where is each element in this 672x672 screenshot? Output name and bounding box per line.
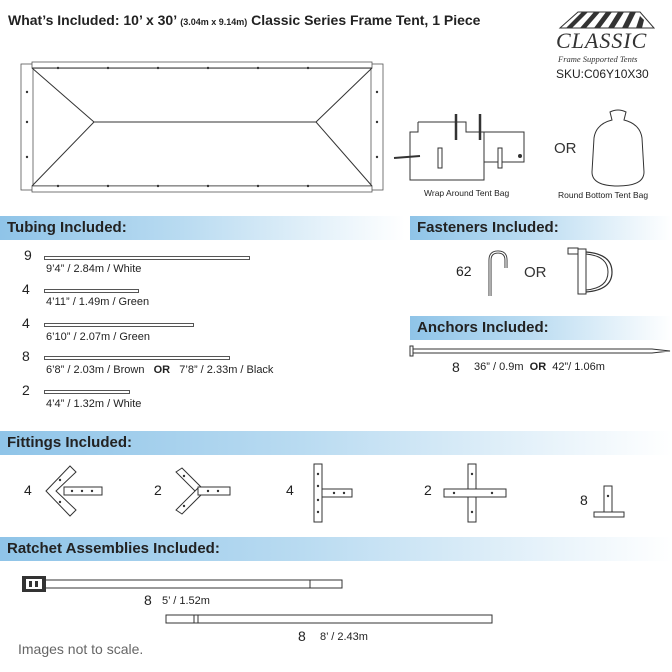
fitting-qty: 2 [154,482,162,498]
tubing-label: 9’4” / 2.84m / White [46,263,142,275]
ratchets-section-header [0,537,672,561]
tubing-qty: 2 [22,382,30,398]
hitch-pin-fastener-icon [566,244,618,296]
ratchet-long-icon [164,613,496,627]
ratchet-short-icon [18,574,346,594]
ratchet-qty: 8 [298,628,306,644]
anchors-heading: Anchors Included: [417,319,549,336]
sku-label: SKU:C06Y10X30 [556,67,649,81]
ratchet-qty: 8 [144,592,152,608]
tent-top-diagram [18,62,386,194]
tubing-label: 4’4” / 1.32m / White [46,398,142,410]
y-fitting-icon [172,466,232,516]
t-fitting-icon [308,462,354,524]
tube-bar [44,256,250,260]
title-main: What’s Included: 10’ x 30’ [8,12,177,28]
ratchets-heading: Ratchet Assemblies Included: [7,540,220,557]
title-rest: Classic Series Frame Tent, 1 Piece [251,12,481,28]
anchors-or: OR [529,361,547,373]
tubing-heading: Tubing Included: [7,219,127,236]
fasteners-qty: 62 [456,263,472,279]
fasteners-or-text: OR [524,264,547,281]
anchors-label-42: 42”/ 1.06m [552,361,605,373]
fasteners-heading: Fasteners Included: [417,219,559,236]
anchors-label-36: 36” / 0.9m [474,361,524,373]
corner-fitting-icon [44,462,104,520]
tubing-label [46,364,273,376]
tubing-label: 4’11” / 1.49m / Green [46,296,150,308]
anchor-stake-icon [408,344,672,358]
page-title [8,12,480,28]
fitting-qty: 2 [424,482,432,498]
fittings-section-header [0,431,672,455]
anchors-qty: 8 [452,359,460,375]
anchors-label [474,361,605,373]
fitting-qty: 4 [286,482,294,498]
ratchet-label: 8’ / 2.43m [320,631,368,643]
fittings-heading: Fittings Included: [7,434,132,451]
wrap-around-bag-icon [392,110,532,184]
tubing-label-black: 7’8” / 2.33m / Black [179,364,274,376]
fitting-qty: 4 [24,482,32,498]
tubing-qty: 4 [22,315,30,331]
wrap-bag-caption: Wrap Around Tent Bag [424,188,510,198]
fitting-qty: 8 [580,492,588,508]
logo-tagline: Frame Supported Tents [558,54,638,64]
tubing-label: 6’10” / 2.07m / Green [46,331,150,343]
j-hook-fastener-icon [484,248,514,298]
tube-bar [44,323,194,327]
tubing-qty: 8 [22,348,30,364]
foot-plate-fitting-icon [592,484,626,520]
bag-or-text: OR [554,140,577,157]
fasteners-section-header [410,216,672,240]
ratchet-label: 5’ / 1.52m [162,595,210,607]
tube-bar [44,356,230,360]
cross-fitting-icon [442,462,508,524]
round-bottom-bag-icon [588,108,648,188]
anchors-section-header [410,316,672,340]
tubing-label-brown: 6’8” / 2.03m / Brown [46,364,145,376]
tube-bar [44,289,139,293]
tubing-or: OR [153,364,171,376]
tube-bar [44,390,130,394]
tubing-qty: 4 [22,281,30,297]
tubing-qty: 9 [24,247,32,263]
tubing-section-header [0,216,405,240]
scale-disclaimer: Images not to scale. [18,641,144,657]
title-metric: (3.04m x 9.14m) [180,17,248,27]
logo-wordmark: CLASSIC [556,28,648,53]
tent-stripes-logo-icon [556,8,656,30]
round-bag-caption: Round Bottom Tent Bag [558,190,649,200]
